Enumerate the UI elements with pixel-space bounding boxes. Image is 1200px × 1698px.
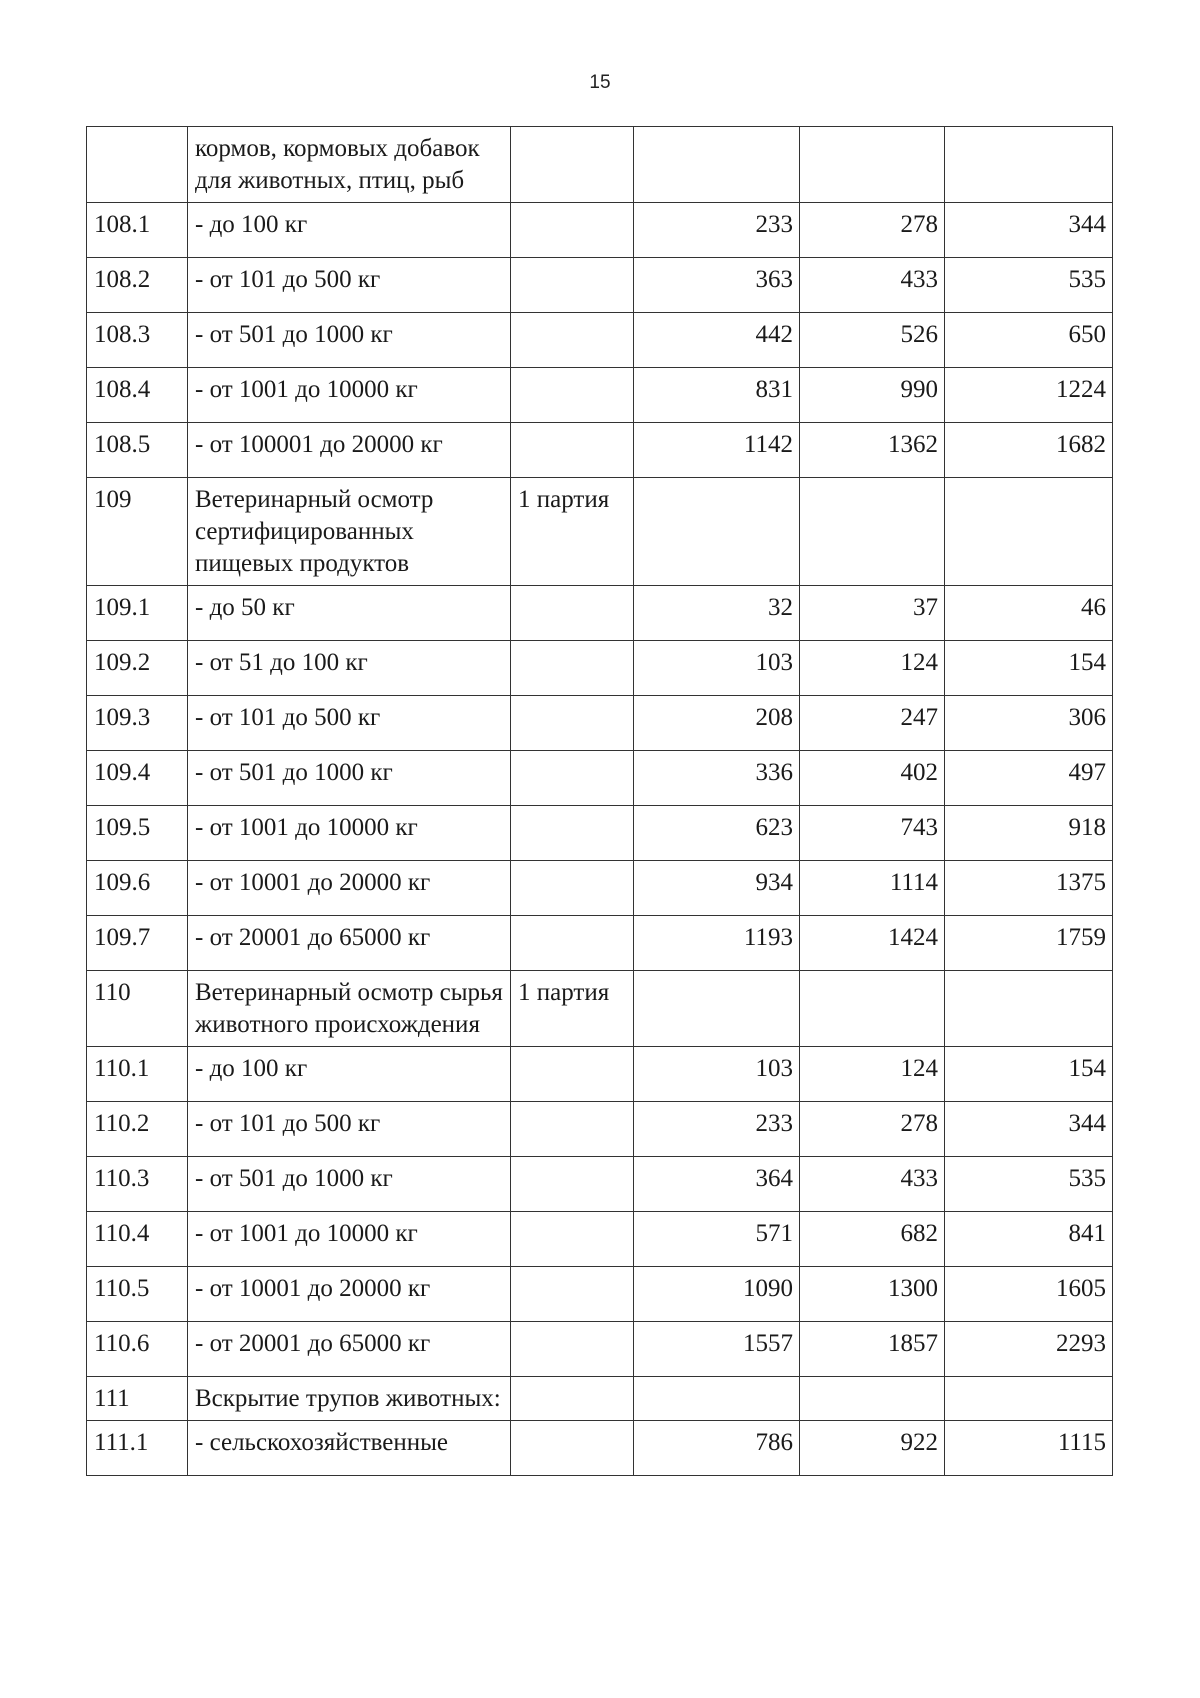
- table-row: [87, 641, 1113, 696]
- code-cell: 110.5: [87, 1267, 188, 1322]
- code-cell: 108.1: [87, 203, 188, 258]
- value-cell-3: 535: [945, 1157, 1113, 1212]
- name-cell: - от 101 до 500 кг: [188, 696, 511, 751]
- code-cell: 108.2: [87, 258, 188, 313]
- value-cell-3: 344: [945, 203, 1113, 258]
- name-cell: - от 20001 до 65000 кг: [188, 1322, 511, 1377]
- value-cell-1: 1142: [634, 423, 800, 478]
- unit-cell: 1 партия: [511, 971, 634, 1047]
- unit-cell: 1 партия: [511, 478, 634, 586]
- unit-cell: [511, 1212, 634, 1267]
- unit-cell: [511, 423, 634, 478]
- value-cell-2: [800, 478, 945, 586]
- value-cell-1: 208: [634, 696, 800, 751]
- value-cell-1: 571: [634, 1212, 800, 1267]
- value-cell-3: 650: [945, 313, 1113, 368]
- value-cell-2: 278: [800, 203, 945, 258]
- table-row: [87, 258, 1113, 313]
- code-cell: 110.2: [87, 1102, 188, 1157]
- table-row: [87, 1212, 1113, 1267]
- table-row: [87, 1157, 1113, 1212]
- value-cell-2: 402: [800, 751, 945, 806]
- value-cell-1: 623: [634, 806, 800, 861]
- unit-cell: [511, 203, 634, 258]
- value-cell-2: [800, 971, 945, 1047]
- code-cell: 109.4: [87, 751, 188, 806]
- code-cell: 110.3: [87, 1157, 188, 1212]
- code-cell: 108.3: [87, 313, 188, 368]
- code-cell: 111: [87, 1377, 188, 1421]
- table-row: [87, 423, 1113, 478]
- name-cell: - от 100001 до 20000 кг: [188, 423, 511, 478]
- unit-cell: [511, 368, 634, 423]
- value-cell-3: 46: [945, 586, 1113, 641]
- value-cell-3: 154: [945, 641, 1113, 696]
- table-row: [87, 1267, 1113, 1322]
- value-cell-1: 364: [634, 1157, 800, 1212]
- unit-cell: [511, 751, 634, 806]
- value-cell-3: 1115: [945, 1421, 1113, 1476]
- table-row: [87, 806, 1113, 861]
- unit-cell: [511, 1102, 634, 1157]
- unit-cell: [511, 641, 634, 696]
- value-cell-2: 526: [800, 313, 945, 368]
- code-cell: 109: [87, 478, 188, 586]
- value-cell-1: 336: [634, 751, 800, 806]
- value-cell-3: 306: [945, 696, 1113, 751]
- value-cell-3: 1759: [945, 916, 1113, 971]
- value-cell-1: 233: [634, 203, 800, 258]
- value-cell-3: [945, 127, 1113, 203]
- section-row: [87, 478, 1113, 586]
- name-cell: Ветеринарный осмотр сертифицированных пищевых продуктов: [188, 478, 511, 586]
- value-cell-3: 497: [945, 751, 1113, 806]
- name-cell: - сельскохозяйственные: [188, 1421, 511, 1476]
- price-table: [86, 126, 1113, 1476]
- code-cell: 108.5: [87, 423, 188, 478]
- value-cell-3: [945, 478, 1113, 586]
- unit-cell: [511, 806, 634, 861]
- value-cell-1: 1193: [634, 916, 800, 971]
- unit-cell: [511, 1267, 634, 1322]
- value-cell-2: 922: [800, 1421, 945, 1476]
- table-row: [87, 1421, 1113, 1476]
- name-cell: - от 1001 до 10000 кг: [188, 806, 511, 861]
- value-cell-1: 103: [634, 641, 800, 696]
- value-cell-3: [945, 971, 1113, 1047]
- unit-cell: [511, 1322, 634, 1377]
- value-cell-2: 247: [800, 696, 945, 751]
- page-number: 15: [589, 72, 611, 93]
- table-row: [87, 751, 1113, 806]
- value-cell-3: 154: [945, 1047, 1113, 1102]
- code-cell: 108.4: [87, 368, 188, 423]
- table-row: [87, 368, 1113, 423]
- value-cell-3: 841: [945, 1212, 1113, 1267]
- code-cell: 109.6: [87, 861, 188, 916]
- value-cell-2: 1114: [800, 861, 945, 916]
- value-cell-3: 918: [945, 806, 1113, 861]
- value-cell-2: 433: [800, 258, 945, 313]
- value-cell-2: 1362: [800, 423, 945, 478]
- name-cell: кормов, кормовых добавок для животных, птиц, рыб: [188, 127, 511, 203]
- unit-cell: [511, 258, 634, 313]
- value-cell-1: 32: [634, 586, 800, 641]
- unit-cell: [511, 313, 634, 368]
- value-cell-2: [800, 1377, 945, 1421]
- table-row: [87, 586, 1113, 641]
- value-cell-3: 1375: [945, 861, 1113, 916]
- name-cell: - до 50 кг: [188, 586, 511, 641]
- value-cell-2: 124: [800, 641, 945, 696]
- code-cell: 110: [87, 971, 188, 1047]
- value-cell-3: [945, 1377, 1113, 1421]
- value-cell-3: 2293: [945, 1322, 1113, 1377]
- value-cell-3: 344: [945, 1102, 1113, 1157]
- code-cell: 110.6: [87, 1322, 188, 1377]
- value-cell-1: [634, 971, 800, 1047]
- name-cell: - от 51 до 100 кг: [188, 641, 511, 696]
- value-cell-2: 990: [800, 368, 945, 423]
- code-cell: 109.5: [87, 806, 188, 861]
- section-row: [87, 1377, 1113, 1421]
- table-row: [87, 203, 1113, 258]
- value-cell-1: [634, 478, 800, 586]
- table-row: [87, 861, 1113, 916]
- value-cell-1: 1557: [634, 1322, 800, 1377]
- code-cell: 110.4: [87, 1212, 188, 1267]
- unit-cell: [511, 1377, 634, 1421]
- name-cell: - до 100 кг: [188, 1047, 511, 1102]
- name-cell: - от 1001 до 10000 кг: [188, 1212, 511, 1267]
- table-row: [87, 696, 1113, 751]
- table-row: [87, 313, 1113, 368]
- value-cell-2: 1857: [800, 1322, 945, 1377]
- value-cell-2: 37: [800, 586, 945, 641]
- table-row: [87, 1322, 1113, 1377]
- value-cell-1: [634, 1377, 800, 1421]
- value-cell-2: 682: [800, 1212, 945, 1267]
- table-body: [87, 127, 1113, 1476]
- unit-cell: [511, 1047, 634, 1102]
- unit-cell: [511, 696, 634, 751]
- unit-cell: [511, 861, 634, 916]
- name-cell: - от 20001 до 65000 кг: [188, 916, 511, 971]
- code-cell: [87, 127, 188, 203]
- name-cell: - от 501 до 1000 кг: [188, 313, 511, 368]
- unit-cell: [511, 916, 634, 971]
- value-cell-3: 1682: [945, 423, 1113, 478]
- value-cell-1: 363: [634, 258, 800, 313]
- code-cell: 109.7: [87, 916, 188, 971]
- value-cell-1: 233: [634, 1102, 800, 1157]
- unit-cell: [511, 1157, 634, 1212]
- name-cell: - от 501 до 1000 кг: [188, 1157, 511, 1212]
- value-cell-1: [634, 127, 800, 203]
- value-cell-1: 1090: [634, 1267, 800, 1322]
- value-cell-2: 1300: [800, 1267, 945, 1322]
- value-cell-2: 124: [800, 1047, 945, 1102]
- name-cell: - от 10001 до 20000 кг: [188, 861, 511, 916]
- code-cell: 109.2: [87, 641, 188, 696]
- unit-cell: [511, 127, 634, 203]
- name-cell: - от 101 до 500 кг: [188, 258, 511, 313]
- value-cell-1: 831: [634, 368, 800, 423]
- unit-cell: [511, 1421, 634, 1476]
- value-cell-1: 934: [634, 861, 800, 916]
- name-cell: - от 101 до 500 кг: [188, 1102, 511, 1157]
- name-cell: - от 10001 до 20000 кг: [188, 1267, 511, 1322]
- name-cell: - от 1001 до 10000 кг: [188, 368, 511, 423]
- value-cell-2: 433: [800, 1157, 945, 1212]
- value-cell-1: 786: [634, 1421, 800, 1476]
- code-cell: 109.1: [87, 586, 188, 641]
- name-cell: Вскрытие трупов животных:: [188, 1377, 511, 1421]
- table-row: [87, 916, 1113, 971]
- code-cell: 111.1: [87, 1421, 188, 1476]
- value-cell-2: [800, 127, 945, 203]
- code-cell: 109.3: [87, 696, 188, 751]
- value-cell-3: 1224: [945, 368, 1113, 423]
- section-row: [87, 971, 1113, 1047]
- value-cell-3: 1605: [945, 1267, 1113, 1322]
- name-cell: Ветеринарный осмотр сырья животного происхождения: [188, 971, 511, 1047]
- code-cell: 110.1: [87, 1047, 188, 1102]
- table-row: [87, 1102, 1113, 1157]
- unit-cell: [511, 586, 634, 641]
- value-cell-1: 103: [634, 1047, 800, 1102]
- name-cell: - до 100 кг: [188, 203, 511, 258]
- table-row: [87, 1047, 1113, 1102]
- value-cell-1: 442: [634, 313, 800, 368]
- value-cell-2: 1424: [800, 916, 945, 971]
- value-cell-3: 535: [945, 258, 1113, 313]
- value-cell-2: 278: [800, 1102, 945, 1157]
- name-cell: - от 501 до 1000 кг: [188, 751, 511, 806]
- value-cell-2: 743: [800, 806, 945, 861]
- section-row: [87, 127, 1113, 203]
